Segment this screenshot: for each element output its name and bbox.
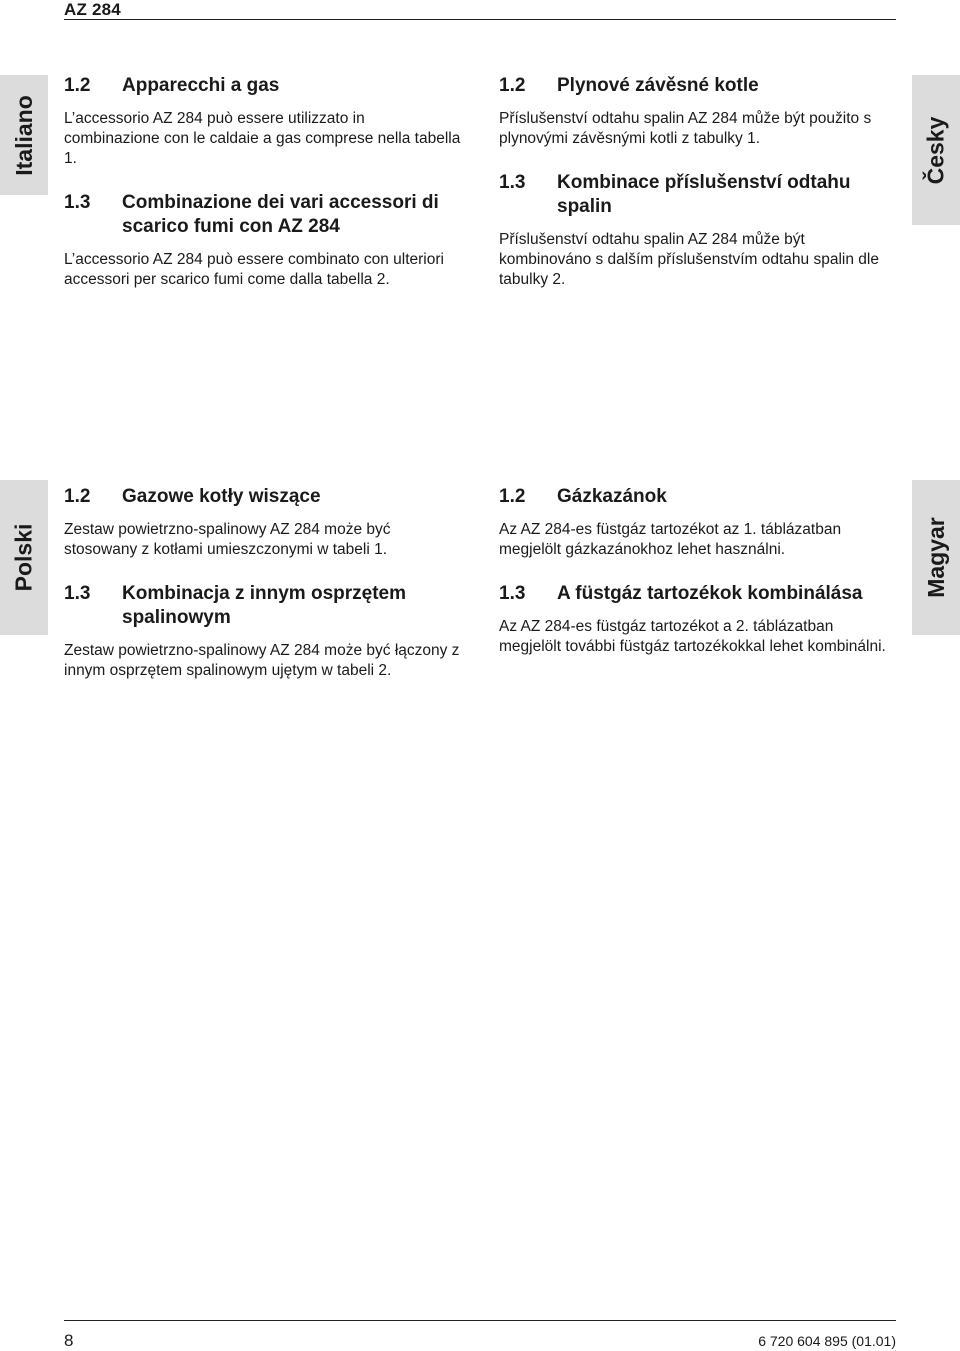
heading-number: 1.2 xyxy=(64,75,91,96)
tab-magyar xyxy=(912,480,960,635)
polski-paragraph-1-3: Zestaw powietrzno-spalinowy AZ 284 może być łączony z innym osprzętem spalinowym ujętym w tabeli 2. xyxy=(64,642,460,679)
heading-number: 1.2 xyxy=(499,75,526,96)
tab-magyar-label: Magyar xyxy=(922,517,949,598)
cesky-heading-1-3 xyxy=(499,171,899,219)
heading-number: 1.3 xyxy=(499,583,526,604)
tab-cesky xyxy=(912,75,960,225)
document-title: AZ 284 xyxy=(64,0,121,19)
magyar-paragraph-1-2: Az AZ 284-es füstgáz tartozékot az 1. táblázatban megjelölt gázkazánokhoz lehet használni. xyxy=(499,521,842,558)
heading-number: 1.2 xyxy=(499,486,526,507)
italiano-section xyxy=(64,74,464,290)
heading-text: Combinazione dei vari accessori di scarico fumi con AZ 284 xyxy=(122,192,439,237)
heading-text: A füstgáz tartozékok kombinálása xyxy=(557,583,863,604)
tab-polski-label: Polski xyxy=(10,523,37,592)
tab-italiano xyxy=(0,75,48,195)
footer-rule xyxy=(64,1320,896,1321)
cesky-heading-1-2 xyxy=(499,74,899,98)
heading-text: Kombinacja z innym osprzętem spalinowym xyxy=(122,583,407,628)
polski-paragraph-1-2: Zestaw powietrzno-spalinowy AZ 284 może być stosowany z kotłami umieszczonymi w tabeli 1. xyxy=(64,521,391,558)
heading-number: 1.3 xyxy=(64,192,91,213)
tab-italiano-label: Italiano xyxy=(10,94,37,176)
cesky-section xyxy=(499,74,899,290)
heading-text: Apparecchi a gas xyxy=(122,75,280,96)
heading-text: Gazowe kotły wiszące xyxy=(122,486,321,507)
polski-section xyxy=(64,485,464,681)
heading-text: Kombinace příslušenství odtahu spalin xyxy=(557,172,851,217)
cesky-paragraph-1-2: Příslušenství odtahu spalin AZ 284 může být použito s plynovými závěsnými kotli z tabulky 1. xyxy=(499,110,872,147)
magyar-heading-1-2 xyxy=(499,485,899,509)
header-rule xyxy=(64,19,896,20)
page-number: 8 xyxy=(64,1331,74,1350)
polski-heading-1-2 xyxy=(64,485,464,509)
document-code: 6 720 604 895 (01.01) xyxy=(758,1333,896,1349)
tab-polski xyxy=(0,480,48,635)
heading-text: Plynové závěsné kotle xyxy=(557,75,759,96)
heading-number: 1.2 xyxy=(64,486,91,507)
heading-text: Gázkazánok xyxy=(557,486,667,507)
polski-heading-1-3 xyxy=(64,582,464,630)
magyar-paragraph-1-3: Az AZ 284-es füstgáz tartozékot a 2. táblázatban megjelölt további füstgáz tartozékokkal lehet kombinálni. xyxy=(499,618,886,655)
italiano-heading-1-2 xyxy=(64,74,464,98)
italiano-heading-1-3 xyxy=(64,191,464,239)
italiano-paragraph-1-2: L’accessorio AZ 284 può essere utilizzato in combinazione con le caldaie a gas comprese nella tabella 1. xyxy=(64,110,461,167)
tab-cesky-label: Česky xyxy=(922,116,949,184)
italiano-paragraph-1-3: L’accessorio AZ 284 può essere combinato con ulteriori accessori per scarico fumi come dalla tabella 2. xyxy=(64,251,444,288)
cesky-paragraph-1-3: Příslušenství odtahu spalin AZ 284 může být kombinováno s dalším příslušenstvím odtahu spalin dle tabulky 2. xyxy=(499,231,879,288)
heading-number: 1.3 xyxy=(499,172,526,193)
magyar-section xyxy=(499,485,899,657)
magyar-heading-1-3 xyxy=(499,582,899,606)
heading-number: 1.3 xyxy=(64,583,91,604)
